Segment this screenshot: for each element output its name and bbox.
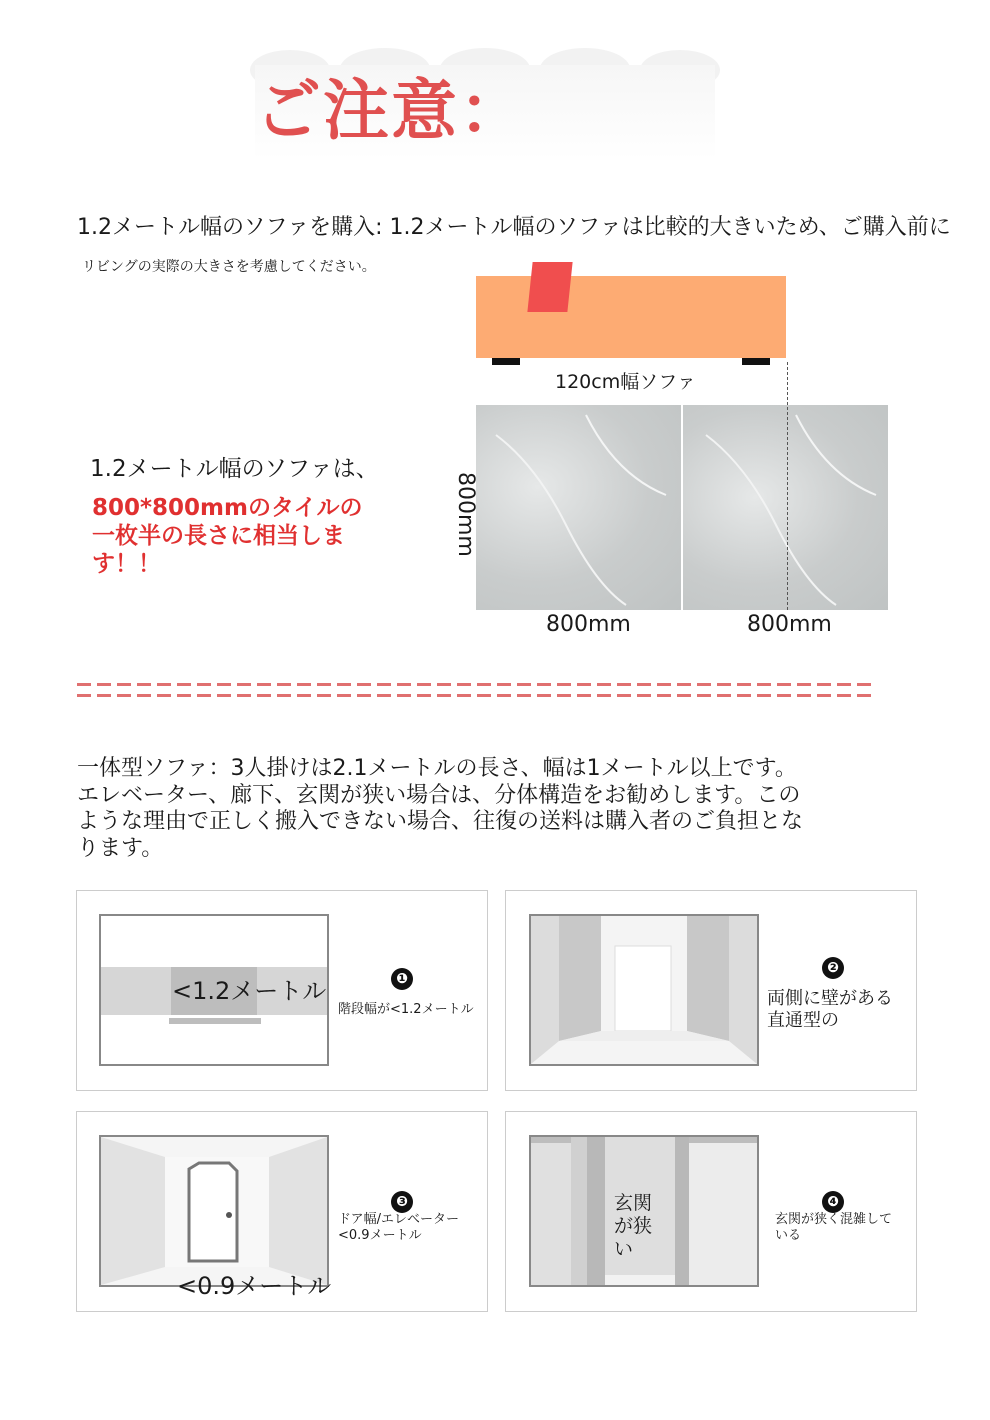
panel-entrance bbox=[505, 1111, 917, 1312]
section-divider bbox=[77, 683, 872, 686]
stairs-step bbox=[169, 1018, 261, 1024]
sofa-width-label: 120cm幅ソファ bbox=[555, 371, 696, 393]
stairs-width-label: <1.2メートル bbox=[172, 977, 327, 1005]
corridor-drawing bbox=[531, 916, 757, 1064]
door-frame bbox=[99, 1135, 329, 1287]
sofa-leg-left bbox=[492, 358, 520, 365]
sofa-armrest bbox=[476, 276, 528, 316]
tile-explanation: 1.2メートル幅のソファは、 bbox=[90, 456, 379, 482]
panel-number-2: ❷ bbox=[822, 957, 844, 979]
entrance-inner-label: 玄関が狭い bbox=[614, 1192, 653, 1260]
marble-veins bbox=[476, 405, 888, 610]
panel-number-4: ❹ bbox=[822, 1191, 844, 1213]
corridor-caption: 両側に壁がある直通型の bbox=[767, 988, 893, 1031]
page-title: ご注意： bbox=[255, 72, 527, 149]
panel-stairs bbox=[76, 890, 488, 1091]
sofa-cushion bbox=[527, 262, 572, 312]
sofa-leg-right bbox=[742, 358, 770, 365]
panel-corridor bbox=[505, 890, 917, 1091]
panel-number-3: ❸ bbox=[391, 1191, 413, 1213]
door-width-label: <0.9メートル bbox=[177, 1272, 332, 1300]
stairs-caption: 階段幅が<1.2メートル bbox=[338, 1002, 474, 1017]
section-divider bbox=[77, 694, 872, 697]
panel-number-1: ❶ bbox=[391, 968, 413, 990]
door-caption: ドア幅/エレベーター<0.9メートル bbox=[338, 1212, 459, 1243]
sofa-end-marker bbox=[787, 362, 788, 610]
section1-heading: 1.2メートル幅のソファを購入: 1.2メートル幅のソファは比較的大きいため、ご購入前に bbox=[77, 215, 951, 240]
section2-paragraph: 一体型ソファ：3人掛けは2.1メートルの長さ、幅は1メートル以上です。エレベーター、廊下、玄関が狭い場合は、分体構造をお勧めします。このような理由で正しく搬入できない場合、往復の送料は購入者のご負担となります。 bbox=[77, 756, 804, 861]
corridor-frame bbox=[529, 914, 759, 1066]
section1-note: リビングの実際の大きさを考慮してください。 bbox=[82, 259, 376, 275]
tile-width-label-right: 800mm bbox=[747, 612, 832, 637]
tile-width-label-left: 800mm bbox=[546, 612, 631, 637]
tile-explanation-highlight: 800*800mmのタイルの一枚半の長さに相当します！！ bbox=[92, 495, 363, 577]
tile-height-label: 800mm bbox=[453, 472, 478, 557]
entrance-caption: 玄関が狭く混雑している bbox=[775, 1212, 893, 1243]
panel-door bbox=[76, 1111, 488, 1312]
door-drawing bbox=[101, 1137, 327, 1285]
sofa-illustration bbox=[476, 262, 788, 372]
